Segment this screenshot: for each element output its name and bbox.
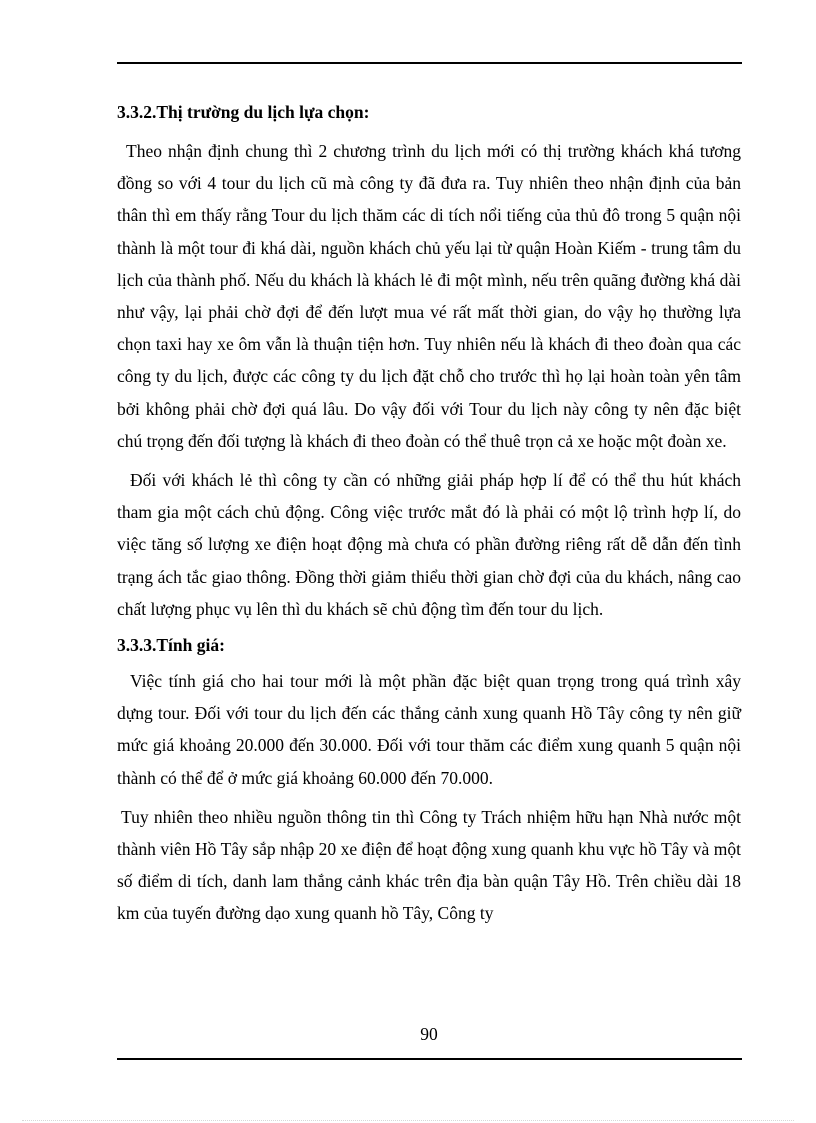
paragraph-pricing-2: Tuy nhiên theo nhiều nguồn thông tin thì Công ty Trách nhiệm hữu hạn Nhà nước một thành viên Hồ Tây sắp nhập 20 xe điện để hoạt động xung quanh khu vực hồ Tây và một số điểm di tích, danh lam thắng cảnh khác trên địa bàn quận Tây Hồ. Trên chiều dài 18 km của tuyến đường dạo xung quanh hồ Tây, Công ty [117, 806, 741, 924]
document-body [117, 96, 741, 930]
section-heading-3-3-3: 3.3.3.Tính giá: [117, 635, 225, 656]
section-heading-3-3-2: 3.3.2.Thị trường du lịch lựa chọn: [117, 102, 370, 122]
paragraph-pricing-1: Việc tính giá cho hai tour mới là một phần đặc biệt quan trọng trong quá trình xây dựng tour. Đối với tour du lịch đến các thắng cảnh xung quanh Hồ Tây công ty nên giữ mức giá khoảng 20.000 đến 30.000. Đối với tour thăm các điểm xung quanh 5 quận nội thành có thể để ở mức giá khoảng 60.000 đến 70.000. [117, 671, 741, 788]
paragraph-market-1: Theo nhận định chung thì 2 chương trình du lịch mới có thị trường khách khá tương đồng so với 4 tour du lịch cũ mà công ty đã đưa ra. Tuy nhiên theo nhận định của bản thân thì em thấy rằng Tour du lịch thăm các di tích nổi tiếng của thủ đô trong 5 quận nội thành là một tour đi khá dài, nguồn khách chủ yếu lại từ quận Hoàn Kiếm - trung tâm du lịch của thành phố. Nếu du khách là khách lẻ đi một mình, nếu trên quãng đường khá dài như vậy, lại phải chờ đợi để đến lượt mua vé rất mất thời gian, do vậy họ thường lựa chọn taxi hay xe ôm vẫn là thuận tiện hơn. Tuy nhiên nếu là khách đi theo đoàn qua các công ty du lịch, được các công ty du lịch đặt chỗ cho trước thì họ lại hoàn toàn yên tâm bởi không phải chờ đợi quá lâu. Do vậy đối với Tour du lịch này công ty nên đặc biệt chú trọng đến đối tượng là khách đi theo đoàn có thể thuê trọn cả xe hoặc một đoàn xe. [117, 141, 741, 451]
page-edge-divider [22, 1120, 794, 1121]
paragraph-market-2: Đối với khách lẻ thì công ty cần có những giải pháp hợp lí để có thể thu hút khách tham gia một cách chủ động. Công việc trước mắt đó là phải có một lộ trình hợp lí, do việc tăng số lượng xe điện hoạt động mà chưa có phần đường riêng rất dễ dẫn đến tình trạng ách tắc giao thông. Đồng thời giảm thiểu thời gian chờ đợi của du khách, nâng cao chất lượng phục vụ lên thì du khách sẽ chủ động tìm đến tour du lịch. [117, 470, 741, 619]
footer-rule [117, 1058, 742, 1060]
header-rule [117, 62, 742, 64]
page-number: 90 [420, 1024, 438, 1044]
